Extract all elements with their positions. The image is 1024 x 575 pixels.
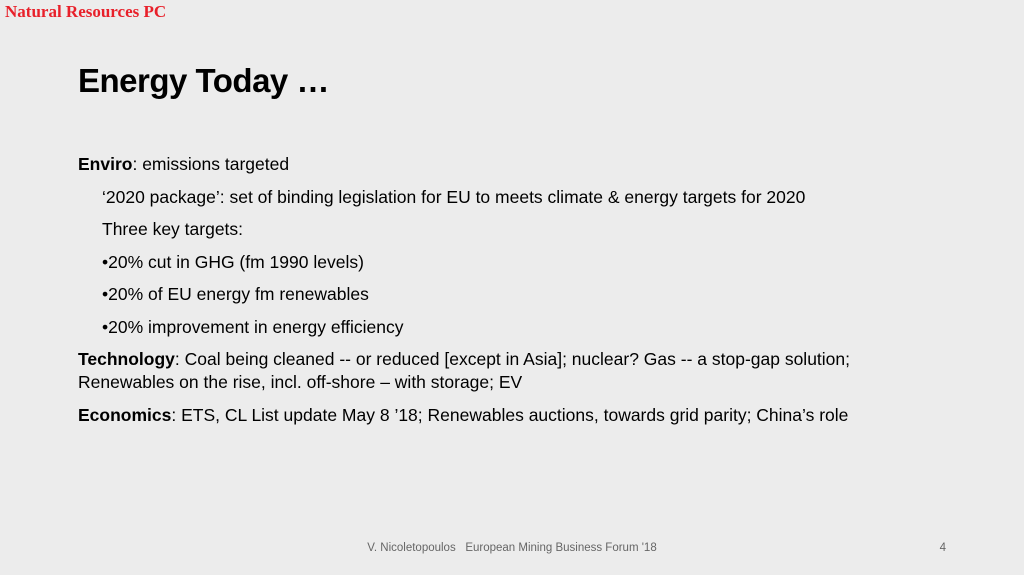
footer-caption: [0, 542, 1024, 554]
enviro-label: Enviro: [78, 154, 133, 174]
footer-event: European Mining Business Forum '18: [465, 542, 657, 554]
brand-logo-text: Natural Resources PC: [5, 2, 167, 21]
slide-title: Energy Today …: [78, 62, 329, 99]
key-targets-line: Three key targets:: [102, 219, 244, 239]
slide-body: [78, 153, 938, 436]
technology-text: : Coal being cleaned -- or reduced [except in Asia]; nuclear? Gas -- a stop-gap solution; Renewables on the rise, incl. off-shore – with storage; EV: [78, 349, 851, 392]
target-item: •20% cut in GHG (fm 1990 levels): [102, 251, 364, 272]
package-line: ‘2020 package’: set of binding legislation for EU to meets climate & energy targets for 2020: [102, 186, 806, 207]
economics-label: Economics: [78, 404, 172, 425]
technology-label: Technology: [78, 349, 175, 369]
economics-text: : ETS, CL List update May 8 ’18; Renewables auctions, towards grid parity; China’s role: [171, 404, 849, 425]
technology-paragraph: [78, 348, 938, 394]
target-item: •20% of EU energy fm renewables: [102, 284, 369, 304]
enviro-paragraph: [78, 153, 938, 176]
target-item: •20% improvement in energy efficiency: [102, 316, 404, 337]
economics-paragraph: [78, 404, 938, 427]
footer-author: V. Nicoletopoulos: [367, 542, 456, 554]
page-number: 4: [939, 542, 946, 554]
enviro-text: : emissions targeted: [132, 154, 290, 174]
